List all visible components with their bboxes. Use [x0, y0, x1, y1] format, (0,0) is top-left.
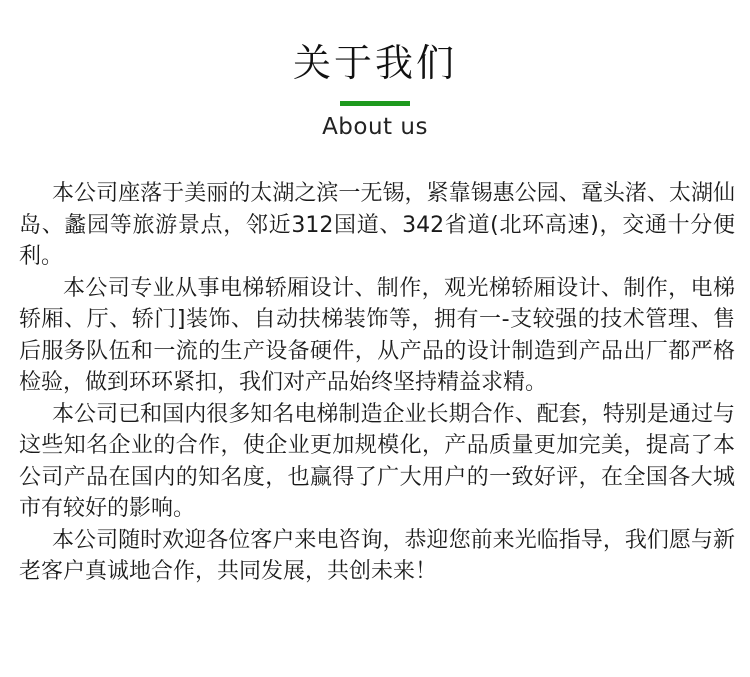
- paragraph-business: 本公司专业从事电梯轿厢设计、制作，观光梯轿厢设计、制作，电梯轿厢、厅、轿门]装饰、自动扶梯装饰等，拥有一-支较强的技术管理、售后服务队伍和一流的生产设备硬件，从产品的设计制造到产品出厂都严格检验，做到环环紧扣，我们对产品始终坚持精益求精。: [19, 275, 735, 395]
- company-description: [19, 178, 735, 588]
- page-title: 关于我们: [292, 41, 457, 85]
- paragraph-partners: 本公司已和国内很多知名电梯制造企业长期合作、配套，特别是通过与这些知名企业的合作，使企业更加规模化，产品质量更加完美，提高了本公司产品在国内的知名度，也赢得了广大用户的一致好评，在全国各大城市有较好的影响。: [19, 401, 735, 521]
- paragraph-welcome: 本公司随时欢迎各位客户来电咨询，恭迎您前来光临指导，我们愿与新老客户真诚地合作，共同发展，共创未来！: [19, 527, 735, 584]
- page-subtitle: About us: [322, 114, 428, 140]
- title-accent-bar: [340, 101, 410, 106]
- paragraph-location: 本公司座落于美丽的太湖之滨一无锡，紧靠锡惠公园、鼋头渚、太湖仙岛、蠡园等旅游景点，邻近312国道、342省道(北环高速)，交通十分便利。: [19, 181, 735, 269]
